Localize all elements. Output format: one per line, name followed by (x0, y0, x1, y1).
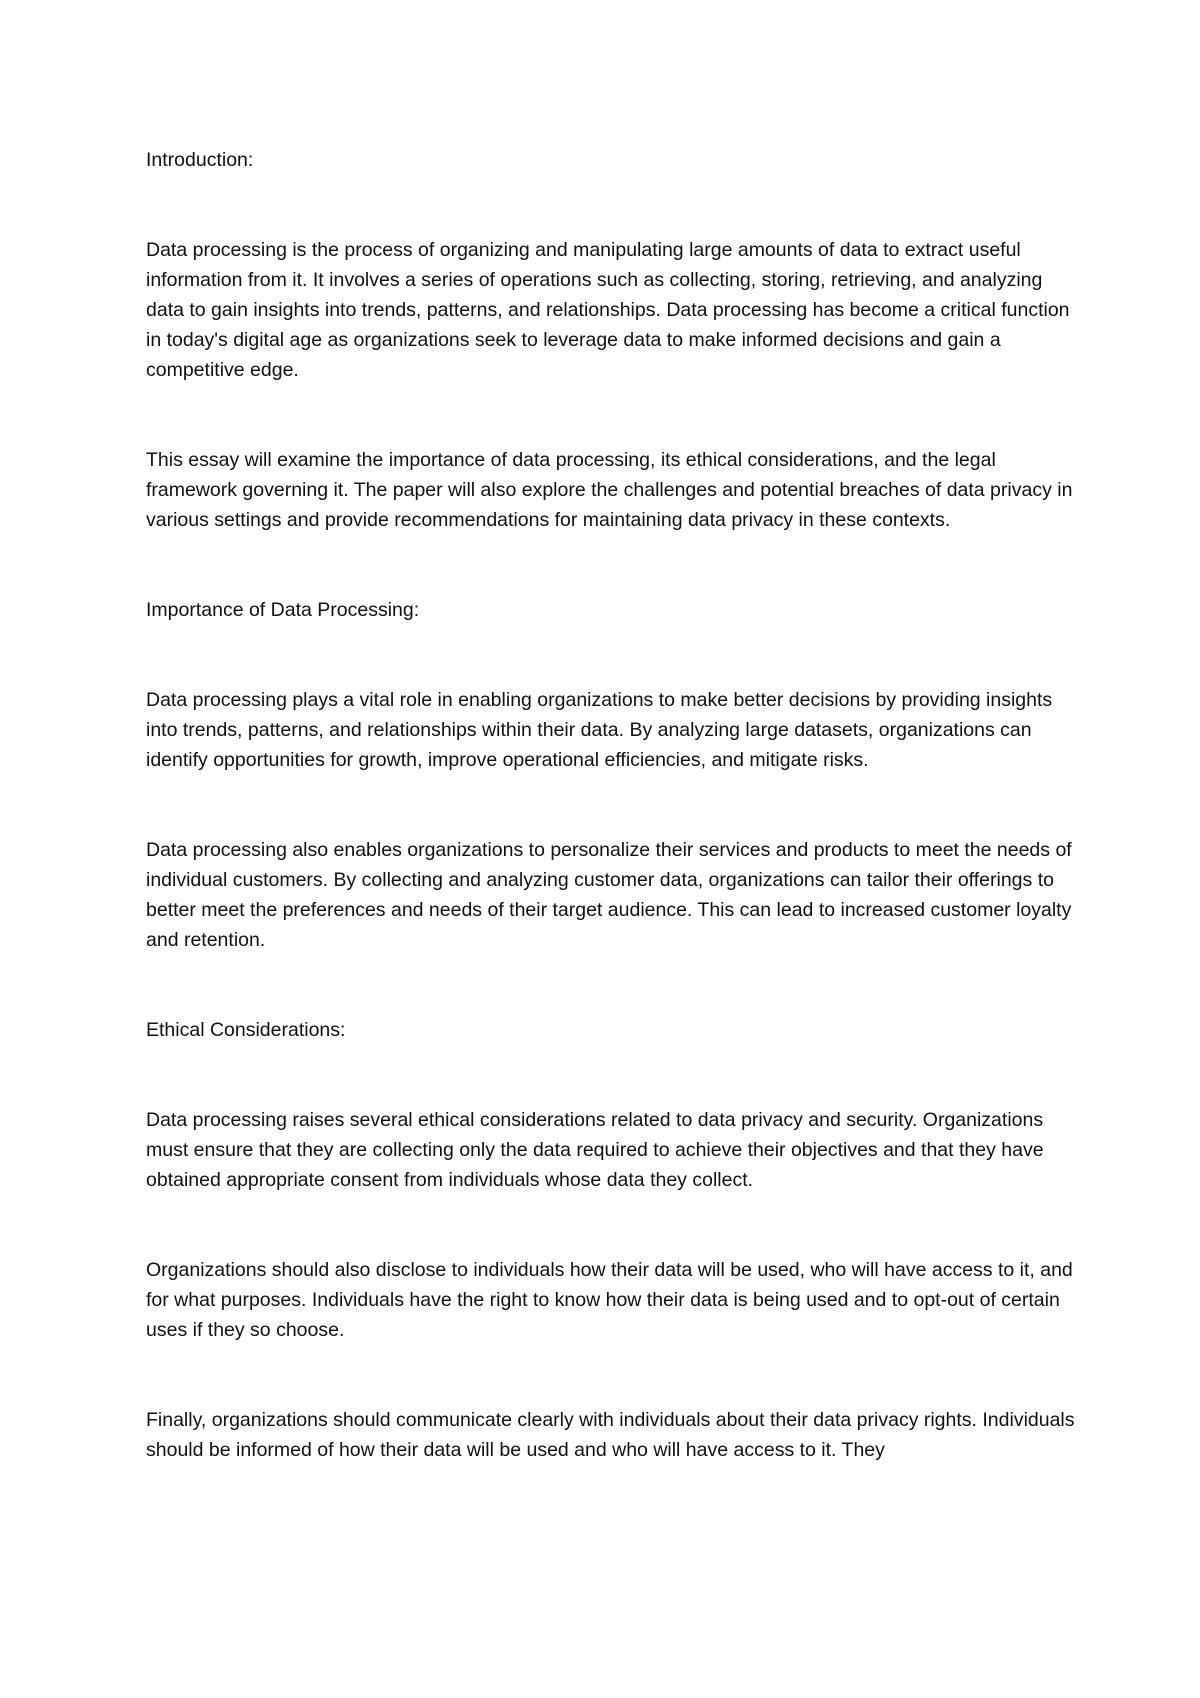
heading-importance: Importance of Data Processing: (146, 599, 420, 621)
paragraph-intro-2: This essay will examine the importance of data processing, its ethical considerations, and the legal framework governing it. The paper will also explore the challenges and potential breaches of data privacy in various settings and provide recommendations for maintaining data privacy in these contexts. (146, 449, 1073, 531)
paragraph-ethical-1: Data processing raises several ethical considerations related to data privacy and security. Organizations must ensure that they are collecting only the data required to achieve their objectives and that they have obtained appropriate consent from individuals whose data they collect. (146, 1109, 1044, 1191)
paragraph-ethical-3: Finally, organizations should communicate clearly with individuals about their data privacy rights. Individuals should be informed of how their data will be used and who will have access to it. They (146, 1409, 1075, 1461)
paragraph-importance-2: Data processing also enables organizations to personalize their services and products to meet the needs of individual customers. By collecting and analyzing customer data, organizations can tailor their offerings to better meet the preferences and needs of their target audience. This can lead to increased customer loyalty and retention. (146, 839, 1072, 951)
heading-ethical: Ethical Considerations: (146, 1019, 346, 1041)
paragraph-importance-1: Data processing plays a vital role in enabling organizations to make better decisions by providing insights into trends, patterns, and relationships within their data. By analyzing large datasets, organizations can identify opportunities for growth, improve operational efficiencies, and mitigate risks. (146, 689, 1053, 771)
paragraph-ethical-2: Organizations should also disclose to individuals how their data will be used, who will have access to it, and for what purposes. Individuals have the right to know how their data is being used and to opt-out of certain uses if they so choose. (146, 1259, 1073, 1341)
paragraph-intro-1: Data processing is the process of organizing and manipulating large amounts of data to extract useful information from it. It involves a series of operations such as collecting, storing, retrieving, and analyzing data to gain insights into trends, patterns, and relationships. Data processing has become a critical function in today's digital age as organizations seek to leverage data to make informed decisions and gain a competitive edge. (146, 239, 1070, 381)
heading-introduction: Introduction: (146, 149, 254, 171)
document-body (146, 145, 1076, 1465)
